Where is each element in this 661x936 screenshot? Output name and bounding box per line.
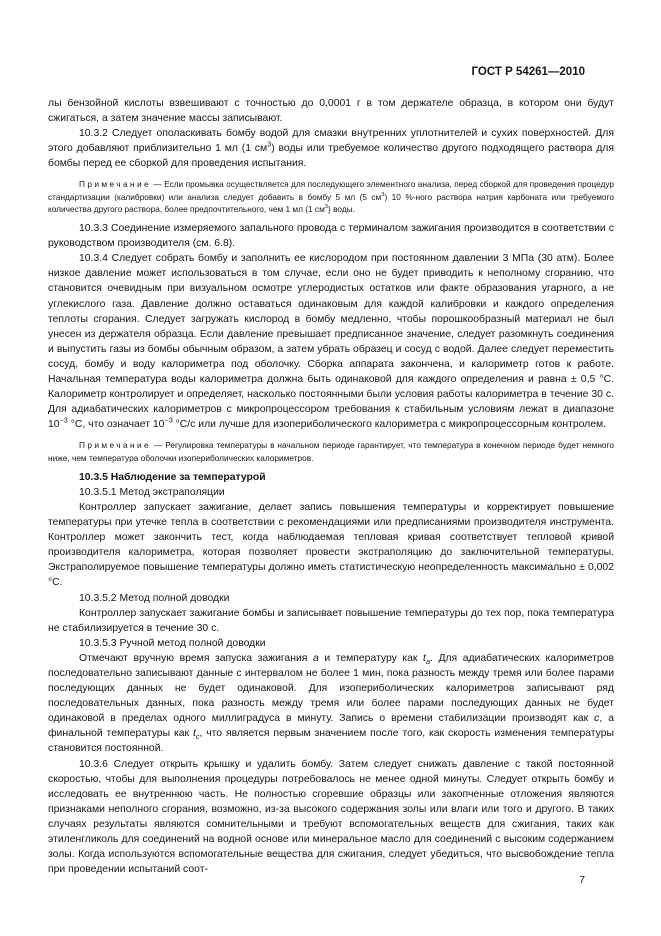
document-body — [48, 96, 614, 877]
paragraph-10-3-5-3: Отмечают вручную время запуска зажигания а и температуру как $t_a$. Для адиабатических калориметров последовательно записывают данные с интервалом не более 1 мин, пока разность между тремя или более парами последующих данных не будет одинаковой. Для изопериболических калориметров записывают ряд последовательных данных, пока разность между тремя или более парами последующих данных не будет одинаковой в пределах одного миллиградуса в минуту. Запись о времени стабилизации производят как с, а финальной температуры как $t_c$, что является первым значением после того, как скорость изменения температуры становится постоянной. — [48, 652, 615, 755]
paragraph-10-3-3: 10.3.3 Соединение измеряемого запального провода с терминалом зажигания производится в соответствии с руководством производителя (см. 6.8). — [48, 223, 614, 250]
page-number: 7 — [579, 875, 585, 886]
paragraph: лы бензойной кислоты взвешивают с точностью до 0,0001 г в том держателе образца, в котором они будут сжигаться, а затем значение массы записывают. — [48, 98, 614, 125]
standard-code: ГОСТ Р 54261—2010 — [471, 66, 585, 78]
paragraph-10-3-2: 10.3.2 Следует ополаскивать бомбу водой для смазки внутренних уплотнителей и сухих поверхностей. Для этого добавляют приблизительно 1 мл (1 $см^3$) воды или требуемое количество другого подходящего раствора для бомбы перед ее сборкой для проведения испытания. — [48, 128, 614, 170]
paragraph-10-3-4: 10.3.4 Следует собрать бомбу и заполнить ее кислородом при постоянном давлении 3 МПа (30 атм). Более низкое давление может использоваться в том случае, если оно не будет приводить к неполному сгоранию, что становится очевидным при визуальном осмотре углеродистых остатков или факте образования угарного, а не углекислого газа. Давление должно оставаться одинаковым для каждой калибровки и каждого определения теплоты сгорания. Следует загружать кислород в бомбу медленно, чтобы порошкообразный материал не был унесен из держателя образца. Если давление превышает предписанное значение, следует разомкнуть соединения и выпустить газы из бомбы обычным образом, а затем убрать образец и сосуд с водой. Далее следует переместить сосуд, бомбу и воду калориметра под оболочку. Сборка аппарата закончена, и калориметр готов к работе. Начальная температура воды калориметра должна быть одинаковой для каждого определения и равна ± 0,5 °С. Калориметр контролирует и определяет, насколько постоянными были условия работы калориметра в течение 30 с. Для адиабатических калориметров с микропроцессором требования к стабильным условиям лежат в диапазоне $10^{-3}$ °С, что означает $10^{-3}$ °С/с или лучше для изопериболического калориметра с микропроцессорным контролем. — [48, 253, 614, 431]
paragraph-10-3-5-1: Контроллер запускает зажигание, делает запись повышения температуры и корректирует повышение температуры при утечке тепла в соответствии с рекомендациями или предписаниями производителя инструмента. Контроллер может закончить тест, когда наблюдаемая тепловая кривая соответствует тепловой кривой производителя калориметра, которая позволяет провести экстраполяцию до заключительной температуры. Экстраполируемое повышение температуры должно иметь статистическую неопределенность максимально ± 0,002 °С. — [48, 501, 614, 589]
note: Примечание — Если промывка осуществляется для последующего элементного анализа, перед сборкой для проведения процедур стандартизации (калибровки) или анализа следует добавить в бомбу 5 мл (5 $см^3$) 10 %-ного раствора натрия карбоната или требуемого количества другого раствора, более предпочтительного, чем 1 мл (1 $см^3$) воды. — [48, 179, 615, 214]
section-heading-10-3-5: 10.3.5 Наблюдение за температурой — [79, 471, 266, 483]
paragraph-10-3-6: 10.3.6 Следует открыть крышку и удалить бомбу. Затем следует снижать давление с такой постоянной скоростью, чтобы для выполнения процедуры потребовалось не менее одной минуты. Следует открыть бомбу и исследовать ее внутреннюю часть. Не полностью сгоревшие образцы или закопченные отложения являются признаками неполного сгорания, возможно, из-за высокого содержания золы или влаги или того и другого. В таких случаях результаты являются сомнительными и требуют вспомогательных веществ для сжигания, таких как этиленгликоль для соединений на водной основе или минеральное масло для соединений с высоким содержанием золы. Когда используются вспомогательные вещества для сжигания, следует убедиться, что высвобождение тепла при проведении испытаний соот- — [48, 758, 614, 876]
note: Примечание — Регулировка температуры в начальном периоде гарантирует, что температура в конечном периоде будет немного ниже, чем температура оболочки изопериболических калориметров. — [48, 440, 614, 463]
subsection-heading-10-3-5-3: 10.3.5.3 Ручной метод полной доводки — [79, 637, 266, 649]
subsection-heading-10-3-5-2: 10.3.5.2 Метод полной доводки — [79, 592, 230, 604]
paragraph-10-3-5-2: Контроллер запускает зажигание бомбы и записывает повышение температуры до тех пор, пока температура не стабилизируется в течение 30 с. — [48, 607, 614, 634]
subsection-heading-10-3-5-1: 10.3.5.1 Метод экстраполяции — [79, 486, 225, 498]
